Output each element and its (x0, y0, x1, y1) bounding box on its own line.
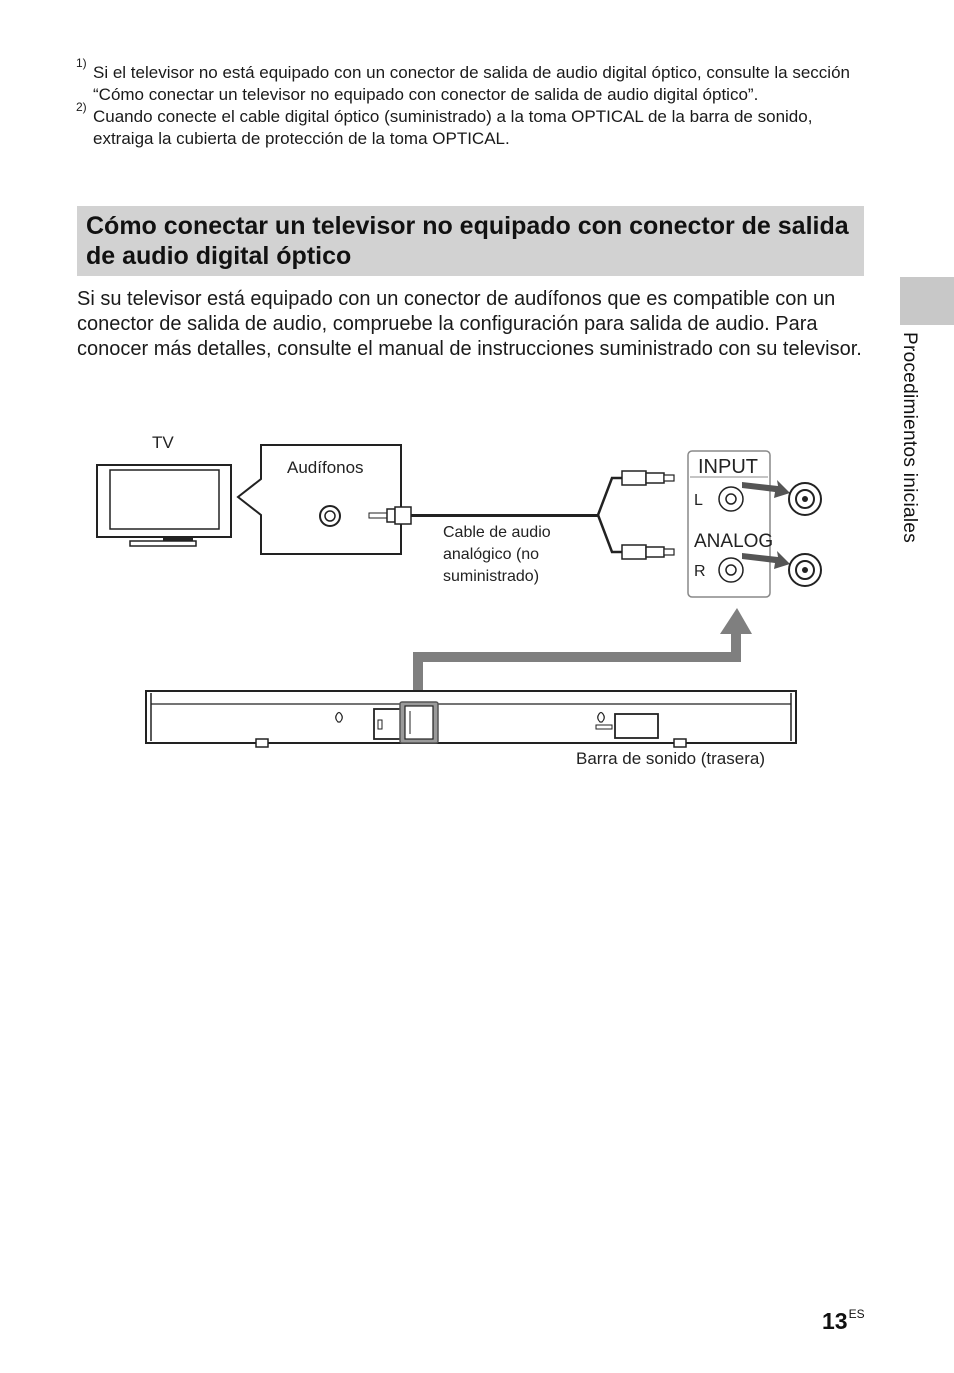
footnote-2 (76, 100, 876, 150)
panel-jack-l-icon (719, 487, 743, 511)
tv-label: TV (152, 433, 174, 452)
panel-r-label: R (694, 563, 706, 580)
mini-plug-icon (369, 507, 598, 524)
rca-plug-top-icon (622, 471, 674, 485)
panel-analog-label: ANALOG (694, 531, 774, 552)
panel-jack-r-icon (719, 558, 743, 582)
footnote-mark: 1) (76, 56, 87, 70)
jack-closeup-top-icon (789, 483, 821, 515)
headphones-label: Audífonos (287, 458, 364, 477)
panel-input-label: INPUT (698, 456, 758, 478)
tv-icon (97, 465, 231, 546)
footnote-text: Cuando conecte el cable digital óptico (suministrado) a la toma OPTICAL de la barra de sonido, extraiga la cubierta de protección de la toma OPTICAL. (93, 107, 813, 148)
soundbar-rear-icon (146, 691, 796, 747)
footnote-text: Si el televisor no está equipado con un conector de salida de audio digital óptico, consulte la sección “Cómo conectar un televisor no equipado con conector de salida de audio digital óptico”. (93, 63, 850, 104)
page-number (822, 1308, 865, 1335)
footnote-1 (76, 56, 876, 106)
section-body: Si su televisor está equipado con un conector de audífonos que es compatible con un conector de salida de audio, compruebe la configuración para salida de audio. Para conocer más detalles, consulte el manual de instrucciones suministrado con su televisor. (77, 288, 862, 360)
cable-label-line-1: Cable de audio (443, 524, 551, 541)
jack-closeup-bottom-icon (789, 554, 821, 586)
soundbar-label: Barra de sonido (trasera) (576, 749, 765, 768)
section-header (77, 206, 864, 276)
connection-diagram (0, 420, 954, 780)
page-number-value: 13 (822, 1308, 848, 1334)
footnotes (76, 56, 876, 150)
panel-l-label: L (694, 492, 703, 509)
cable-label-line-3: suministrado) (443, 568, 540, 585)
section-title: Cómo conectar un televisor no equipado con conector de salida de audio digital óptico (86, 212, 849, 270)
side-tab-marker (900, 277, 954, 325)
side-chapter-label: Procedimientos iniciales (899, 332, 920, 544)
page-language: ES (848, 1307, 865, 1322)
cable-label-line-2: analógico (no (443, 546, 540, 563)
headphone-jack-icon (320, 506, 340, 526)
rca-plug-bottom-icon (622, 545, 674, 559)
footnote-mark: 2) (76, 100, 87, 114)
cable-label (443, 524, 555, 585)
analog-cable (598, 478, 622, 552)
